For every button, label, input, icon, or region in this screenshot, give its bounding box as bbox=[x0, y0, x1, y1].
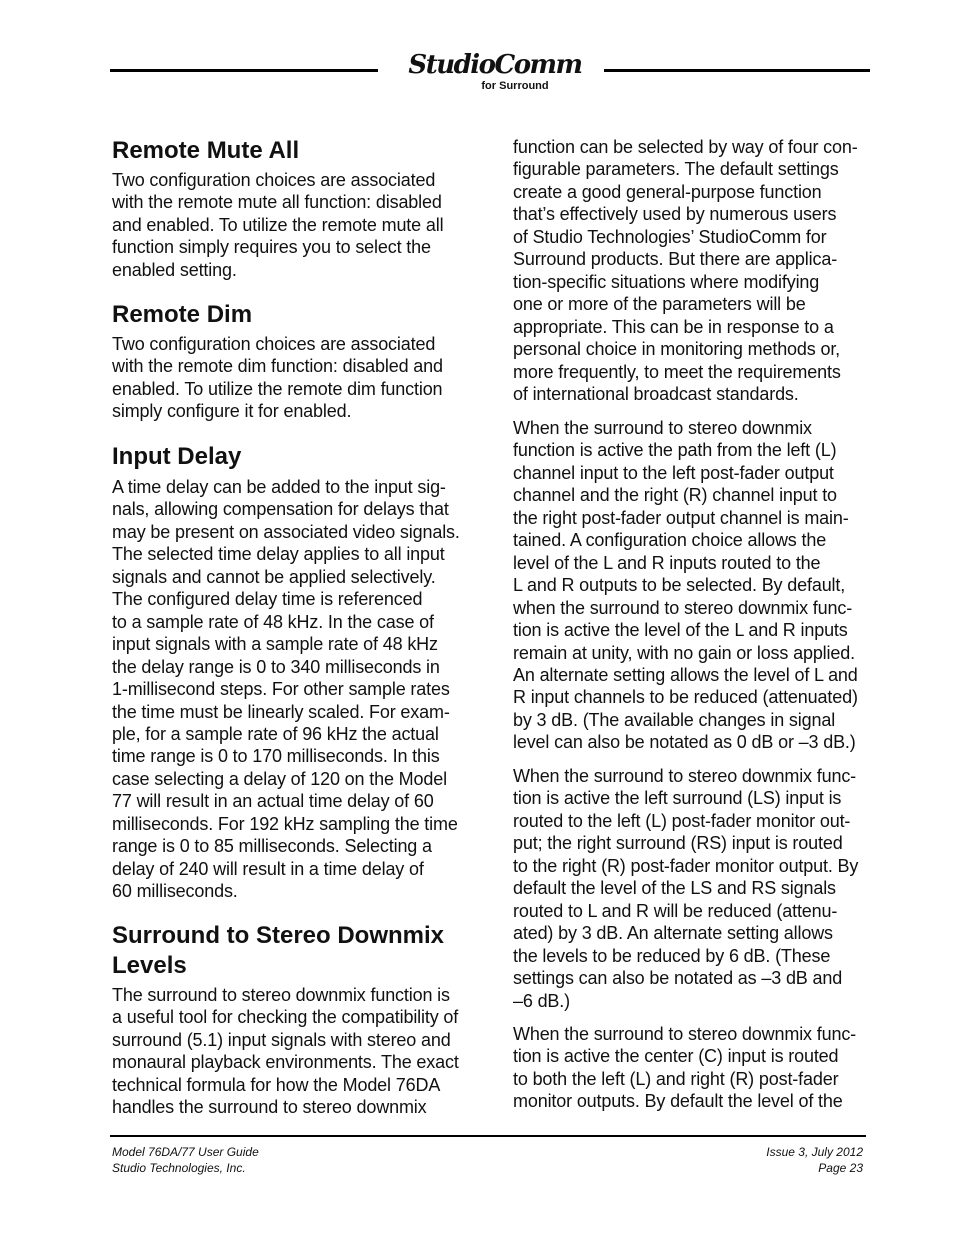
logo-subtitle: for Surround bbox=[481, 80, 549, 92]
section-heading bbox=[112, 442, 484, 472]
paragraph bbox=[112, 476, 484, 903]
studiocomm-logo bbox=[395, 50, 595, 93]
text-line: with the remote mute all function: disabled bbox=[112, 192, 442, 213]
text-line: remain at unity, with no gain or loss applied. bbox=[513, 642, 855, 663]
text-line: delay of 240 will result in a time delay of bbox=[112, 858, 424, 879]
header-rule-right bbox=[604, 69, 870, 72]
logo-script-text: StudioComm bbox=[408, 50, 582, 80]
text-line: 77 will result in an actual time delay of 60 bbox=[112, 791, 434, 812]
text-line: may be present on associated video signals. bbox=[112, 521, 460, 542]
text-line: A time delay can be added to the input sig- bbox=[112, 477, 446, 497]
text-line: one or more of the parameters will be bbox=[513, 294, 806, 315]
text-line: of Studio Technologies’ StudioComm for bbox=[513, 226, 827, 247]
text-line: channel input to the left post-fader output bbox=[513, 462, 834, 483]
paragraph bbox=[513, 1023, 885, 1113]
section-heading bbox=[112, 921, 484, 981]
text-line: personal choice in monitoring methods or, bbox=[513, 339, 841, 360]
paragraph bbox=[513, 136, 885, 405]
heading-line: Input Delay bbox=[112, 443, 242, 470]
text-line: tained. A configuration choice allows the bbox=[513, 530, 827, 551]
text-line: enabled. To utilize the remote dim function bbox=[112, 378, 443, 399]
header-rule-left bbox=[110, 69, 378, 72]
text-line: signals and cannot be applied selectively. bbox=[112, 566, 436, 587]
text-line: level can also be notated as 0 dB or –3 dB.) bbox=[513, 732, 856, 753]
text-line: tion is active the level of the L and R inputs bbox=[513, 620, 848, 641]
text-line: the time must be linearly scaled. For exam- bbox=[112, 701, 450, 722]
text-line: that’s effectively used by numerous users bbox=[513, 204, 837, 225]
text-line: with the remote dim function: disabled and bbox=[112, 356, 443, 377]
text-line: Two configuration choices are associated bbox=[112, 170, 436, 190]
text-line: put; the right surround (RS) input is routed bbox=[513, 833, 843, 854]
text-line: tion-specific situations where modifying bbox=[513, 271, 820, 292]
text-line: An alternate setting allows the level of L and bbox=[513, 664, 858, 685]
text-line: tion is active the left surround (LS) input is bbox=[513, 788, 842, 809]
text-line: –6 dB.) bbox=[513, 990, 570, 1011]
text-line: when the surround to stereo downmix func- bbox=[513, 597, 853, 618]
text-line: the levels to be reduced by 6 dB. (These bbox=[513, 945, 831, 966]
text-line: level of the L and R inputs routed to the bbox=[513, 552, 821, 573]
footer-right bbox=[766, 1144, 863, 1176]
text-line: monaural playback environments. The exact bbox=[112, 1052, 459, 1073]
paragraph bbox=[513, 417, 885, 754]
paragraph bbox=[112, 333, 484, 423]
text-line: and enabled. To utilize the remote mute all bbox=[112, 214, 444, 235]
text-line: The surround to stereo downmix function is bbox=[112, 985, 450, 1005]
text-line: range is 0 to 85 milliseconds. Selecting a bbox=[112, 836, 432, 857]
heading-line: Remote Mute All bbox=[112, 137, 300, 164]
text-line: The configured delay time is referenced bbox=[112, 589, 423, 610]
text-line: to the right (R) post-fader monitor output. By bbox=[513, 855, 859, 876]
footer-left bbox=[112, 1144, 259, 1176]
text-line: monitor outputs. By default the level of the bbox=[513, 1091, 843, 1112]
text-line: case selecting a delay of 120 on the Model bbox=[112, 768, 447, 789]
footer-guide-title: Model 76DA/77 User Guide bbox=[112, 1145, 259, 1159]
paragraph bbox=[513, 765, 885, 1012]
text-line: time range is 0 to 170 milliseconds. In this bbox=[112, 746, 440, 767]
text-line: function can be selected by way of four con- bbox=[513, 137, 858, 157]
section-heading bbox=[112, 300, 484, 330]
text-line: R input channels to be reduced (attenuated) bbox=[513, 687, 858, 708]
footer-issue: Issue 3, July 2012 bbox=[766, 1145, 863, 1159]
text-line: figurable parameters. The default settings bbox=[513, 159, 839, 180]
text-line: channel and the right (R) channel input to bbox=[513, 485, 837, 506]
text-line: Surround products. But there are applica- bbox=[513, 249, 838, 270]
text-line: the delay range is 0 to 340 milliseconds in bbox=[112, 656, 440, 677]
text-line: function is active the path from the left (L) bbox=[513, 440, 837, 461]
footer-page-number: Page 23 bbox=[818, 1161, 863, 1175]
text-line: 1-millisecond steps. For other sample rates bbox=[112, 679, 450, 700]
text-line: to a sample rate of 48 kHz. In the case of bbox=[112, 611, 434, 632]
text-line: input signals with a sample rate of 48 kHz bbox=[112, 634, 438, 655]
text-line: Two configuration choices are associated bbox=[112, 334, 436, 354]
text-line: by 3 dB. (The available changes in signal bbox=[513, 709, 836, 730]
text-line: When the surround to stereo downmix bbox=[513, 418, 812, 438]
footer-rule bbox=[110, 1135, 866, 1137]
text-line: create a good general-purpose function bbox=[513, 181, 822, 202]
text-line: technical formula for how the Model 76DA bbox=[112, 1074, 441, 1095]
text-line: the right post-fader output channel is main- bbox=[513, 507, 849, 528]
section-heading bbox=[112, 136, 484, 166]
text-line: simply configure it for enabled. bbox=[112, 401, 352, 422]
text-line: a useful tool for checking the compatibility of bbox=[112, 1007, 459, 1028]
text-line: of international broadcast standards. bbox=[513, 383, 799, 404]
text-line: tion is active the center (C) input is routed bbox=[513, 1046, 839, 1067]
paragraph bbox=[112, 169, 484, 281]
heading-line: Remote Dim bbox=[112, 301, 253, 328]
heading-line: Surround to Stereo Downmix bbox=[112, 922, 445, 949]
heading-line: Levels bbox=[112, 952, 187, 979]
text-line: more frequently, to meet the requirements bbox=[513, 361, 841, 382]
text-line: routed to the left (L) post-fader monitor out- bbox=[513, 810, 851, 831]
text-line: surround (5.1) input signals with stereo and bbox=[112, 1029, 451, 1050]
text-line: When the surround to stereo downmix func- bbox=[513, 1024, 857, 1044]
text-line: settings can also be notated as –3 dB and bbox=[513, 968, 843, 989]
text-line: ple, for a sample rate of 96 kHz the actual bbox=[112, 723, 439, 744]
text-line: routed to L and R will be reduced (attenu- bbox=[513, 900, 838, 921]
text-line: The selected time delay applies to all input bbox=[112, 544, 445, 565]
text-line: enabled setting. bbox=[112, 259, 237, 280]
footer-company: Studio Technologies, Inc. bbox=[112, 1161, 246, 1175]
text-line: 60 milliseconds. bbox=[112, 881, 238, 902]
text-line: appropriate. This can be in response to a bbox=[513, 316, 834, 337]
text-line: milliseconds. For 192 kHz sampling the time bbox=[112, 813, 458, 834]
text-line: L and R outputs to be selected. By default, bbox=[513, 575, 846, 596]
text-line: When the surround to stereo downmix func- bbox=[513, 766, 857, 786]
text-line: default the level of the LS and RS signals bbox=[513, 878, 836, 899]
text-line: to both the left (L) and right (R) post-fader bbox=[513, 1068, 839, 1089]
text-line: function simply requires you to select the bbox=[112, 237, 431, 258]
text-line: nals, allowing compensation for delays that bbox=[112, 499, 449, 520]
text-line: handles the surround to stereo downmix bbox=[112, 1097, 427, 1118]
paragraph bbox=[112, 984, 484, 1119]
text-line: ated) by 3 dB. An alternate setting allows bbox=[513, 923, 833, 944]
